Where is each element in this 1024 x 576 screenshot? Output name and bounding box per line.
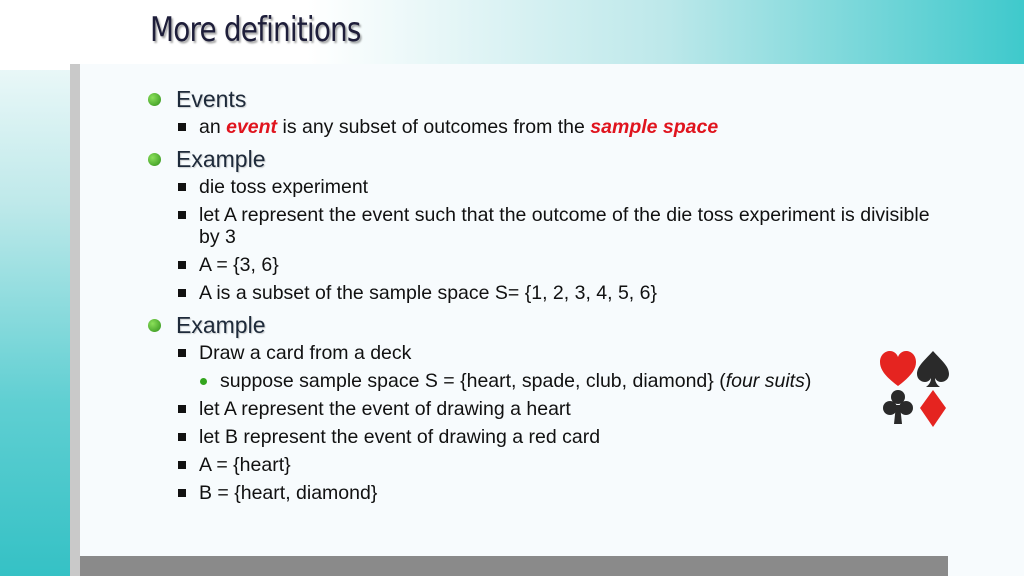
item-text: A is a subset of the sample space S= {1, 2, 3, 4, 5, 6}: [199, 282, 658, 304]
spade-icon: [917, 351, 949, 387]
list-item: [176, 342, 948, 364]
item-text: suppose sample space S = {heart, spade, club, diamond} (: [220, 370, 726, 392]
item-text: ): [804, 370, 812, 392]
italic-four-suits: four suits: [725, 370, 805, 392]
section-heading-text: Example: [176, 312, 266, 338]
green-bullet-icon: [148, 153, 161, 166]
bottom-bar: [80, 556, 948, 576]
list-item: [176, 176, 948, 198]
item-text: let B represent the event of drawing a red card: [199, 426, 601, 448]
green-bullet-icon: [148, 319, 161, 332]
square-bullet-icon: [178, 289, 186, 297]
square-bullet-icon: [178, 123, 186, 131]
list-item: [176, 254, 948, 276]
section-heading-events: [148, 84, 948, 116]
item-text: let A represent the event of drawing a heart: [199, 398, 571, 420]
term-event: event: [226, 116, 278, 138]
slide-title: More definitions: [150, 10, 361, 50]
section-heading-text: Example: [176, 146, 266, 172]
section-heading-example-die: [148, 144, 948, 176]
club-icon: [883, 390, 913, 424]
list-item: [176, 116, 948, 138]
term-sample-space: sample space: [590, 116, 719, 138]
square-bullet-icon: [178, 261, 186, 269]
square-bullet-icon: [178, 461, 186, 469]
bullet-list: [148, 84, 948, 510]
item-text: die toss experiment: [199, 176, 369, 198]
sub-list-item: [200, 370, 948, 392]
item-text: A = {heart}: [199, 454, 291, 476]
square-bullet-icon: [178, 211, 186, 219]
item-text: A = {3, 6}: [199, 254, 279, 276]
square-bullet-icon: [178, 405, 186, 413]
section-heading-example-cards: [148, 310, 948, 342]
list-item: [176, 204, 948, 248]
background-left-gradient: [0, 0, 80, 576]
list-item: [176, 426, 948, 448]
square-bullet-icon: [178, 489, 186, 497]
item-text: is any subset of outcomes from the: [277, 116, 591, 138]
list-item: [176, 282, 948, 304]
square-bullet-icon: [178, 349, 186, 357]
list-item: [176, 482, 948, 504]
green-bullet-icon: [148, 93, 161, 106]
section-heading-text: Events: [176, 86, 247, 112]
list-item: [176, 398, 948, 420]
item-text: B = {heart, diamond}: [199, 482, 378, 504]
square-bullet-icon: [178, 183, 186, 191]
card-suits-graphic: [880, 350, 950, 430]
diamond-icon: [920, 390, 946, 427]
square-bullet-icon: [178, 433, 186, 441]
list-item: [176, 454, 948, 476]
item-text: Draw a card from a deck: [199, 342, 412, 364]
item-text: an: [199, 116, 227, 138]
heart-icon: [880, 351, 916, 386]
item-text: let A represent the event such that the outcome of the die toss experiment is divisible by 3: [199, 204, 930, 248]
green-dot-bullet-icon: [200, 378, 207, 385]
